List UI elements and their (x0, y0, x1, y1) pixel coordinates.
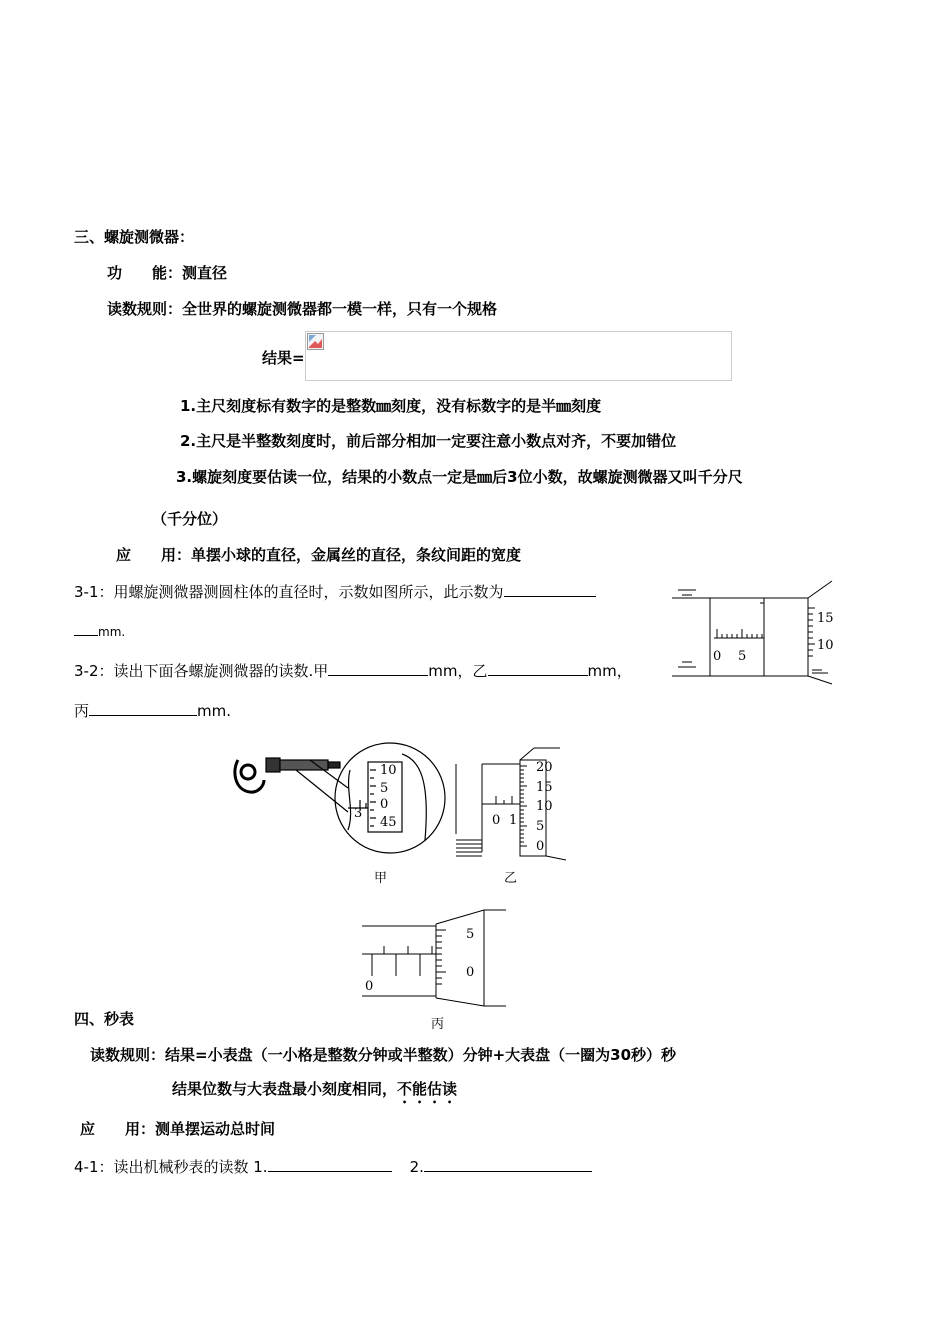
reading-rule: 读数规则：全世界的螺旋测微器都一模一样，只有一个规格 (107, 300, 498, 318)
rule-item-3: 3.螺旋刻度要估读一位，结果的小数点一定是㎜后3位小数，故螺旋测微器又叫千分尺 (176, 468, 743, 486)
function-line (107, 263, 227, 283)
stopwatch-rule-2-a: 结果位数与大表盘最小刻度相同， (172, 1080, 398, 1098)
figure-label-bing: 丙 (431, 1017, 445, 1032)
function-value: 测直径 (182, 264, 228, 282)
thimble-label: 5 (466, 927, 475, 942)
thimble-label: 10 (536, 799, 553, 814)
application-value: 测单摆运动总时间 (155, 1120, 276, 1138)
thimble-label: 15 (817, 611, 834, 626)
thimble-label: 0 (466, 965, 475, 980)
answer-blank-4-1-2[interactable] (424, 1156, 592, 1172)
figure-label-jia: 甲 (374, 871, 388, 886)
stopwatch-rule-2 (172, 1079, 457, 1107)
rule-item-3-continued: （千分位） (152, 510, 228, 528)
application-label: 应 用： (80, 1120, 156, 1138)
question-3-2-text-e: mm. (197, 702, 232, 720)
thimble-label: 45 (380, 815, 397, 830)
question-3-2-text-c: mm， (587, 662, 632, 680)
question-3-2 (74, 660, 632, 681)
thimble-label: 0 (380, 797, 389, 812)
question-4-1-text-a: 4-1：读出机械秒表的读数 1. (74, 1158, 268, 1176)
main-scale-label: 0 (365, 979, 374, 994)
question-3-2-text-b: mm，乙 (428, 662, 488, 680)
answer-blank-3-1[interactable] (504, 581, 596, 597)
answer-blank-3-1-cont[interactable] (74, 622, 98, 636)
result-label: 结果= (262, 349, 305, 367)
thimble-label: 20 (536, 760, 553, 775)
figure-label-yi: 乙 (504, 871, 518, 886)
question-3-2-text-d: 丙 (74, 702, 90, 720)
function-label: 功 能： (107, 264, 183, 282)
answer-blank-bing[interactable] (89, 700, 197, 716)
thimble-label: 0 (536, 839, 545, 854)
application-label: 应 用： (116, 546, 192, 564)
main-scale-label: 3 (354, 806, 363, 821)
question-3-1-text: 3-1：用螺旋测微器测圆柱体的直径时，示数如图所示，此示数为 (74, 583, 504, 601)
rule-item-2: 2.主尺是半整数刻度时，前后部分相加一定要注意小数点对齐，不要加错位 (180, 432, 677, 450)
main-scale-label: 0 (492, 813, 501, 828)
micrometer-figure-bing (360, 906, 510, 1036)
answer-blank-yi[interactable] (488, 660, 588, 676)
thimble-label: 10 (380, 763, 397, 778)
stopwatch-rule-2-emphasis: 不能估读 (397, 1080, 458, 1098)
thimble-label: 5 (380, 781, 389, 796)
thimble-label: 15 (536, 780, 553, 795)
main-scale-label: 5 (738, 649, 747, 664)
question-3-1-cont (74, 622, 125, 642)
question-3-2-text-a: 3-2：读出下面各螺旋测微器的读数.甲 (74, 662, 329, 680)
stopwatch-application (80, 1119, 275, 1139)
answer-blank-jia[interactable] (328, 660, 428, 676)
section-title-micrometer: 三、螺旋测微器： (74, 228, 195, 246)
rule-item-1: 1.主尺刻度标有数字的是整数㎜刻度，没有标数字的是半㎜刻度 (180, 397, 602, 415)
broken-image-icon (307, 333, 325, 351)
result-formula-box (305, 331, 732, 381)
answer-blank-4-1-1[interactable] (268, 1156, 392, 1172)
application-line (116, 545, 521, 565)
thimble-label: 5 (536, 819, 545, 834)
question-4-1-text-b: 2. (409, 1158, 424, 1176)
question-3-1 (74, 581, 596, 602)
question-3-2-cont (74, 700, 231, 721)
question-4-1 (74, 1156, 592, 1177)
section-title-stopwatch: 四、秒表 (74, 1010, 135, 1028)
application-value: 单摆小球的直径，金属丝的直径，条纹间距的宽度 (191, 546, 522, 564)
micrometer-figure-yi (452, 744, 572, 894)
main-scale-label: 1 (509, 813, 518, 828)
micrometer-figure-jia (230, 740, 450, 890)
question-3-1-unit: mm. (98, 625, 126, 639)
thimble-label: 10 (817, 638, 834, 653)
micrometer-figure-3-1 (672, 578, 842, 688)
main-scale-label: 0 (713, 649, 722, 664)
stopwatch-rule: 读数规则：结果=小表盘（一小格是整数分钟或半整数）分钟+大表盘（一圈为30秒）秒 (90, 1046, 677, 1064)
